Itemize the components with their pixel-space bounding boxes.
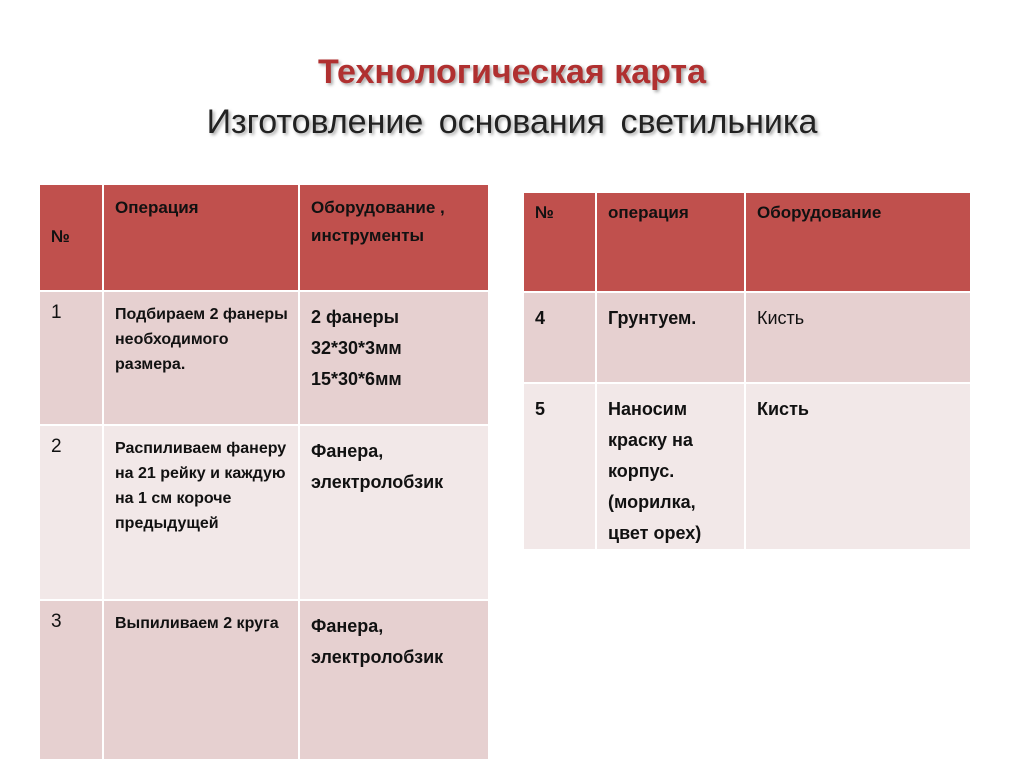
header-cell-operation: Операция xyxy=(103,184,299,291)
title-block xyxy=(0,50,1024,144)
row-equipment: Кисть xyxy=(745,383,971,550)
table-row xyxy=(39,291,489,425)
header-cell-number: № xyxy=(39,184,103,291)
row-number: 3 xyxy=(39,600,103,760)
header-cell-operation: операция xyxy=(596,192,745,292)
row-number: 4 xyxy=(523,292,596,383)
table-header-row xyxy=(39,184,489,291)
table-row xyxy=(39,600,489,760)
row-equipment: Фанера, электролобзик xyxy=(299,425,489,600)
row-equipment: Кисть xyxy=(745,292,971,383)
row-number: 5 xyxy=(523,383,596,550)
header-cell-equipment: Оборудование xyxy=(745,192,971,292)
row-operation: Наносим краску на корпус. (морилка, цвет орех) xyxy=(596,383,745,550)
row-number: 1 xyxy=(39,291,103,425)
row-operation: Подбираем 2 фанеры необходимого размера. xyxy=(103,291,299,425)
row-equipment: 2 фанеры 32*30*3мм 15*30*6мм xyxy=(299,291,489,425)
table-header-row xyxy=(523,192,971,292)
slide-title: Технологическая карта xyxy=(317,53,706,91)
row-equipment: Фанера, электролобзик xyxy=(299,600,489,760)
table-row xyxy=(39,425,489,600)
row-operation: Грунтуем. xyxy=(596,292,745,383)
header-cell-number: № xyxy=(523,192,596,292)
table-row xyxy=(523,383,971,550)
slide-subtitle: Изготовление основания светильника xyxy=(206,103,818,141)
row-operation: Распиливаем фанеру на 21 рейку и каждую на 1 см короче предыдущей xyxy=(103,425,299,600)
header-cell-equipment: Оборудование , инструменты xyxy=(299,184,489,291)
tech-card-table-right xyxy=(522,191,972,551)
table-row xyxy=(523,292,971,383)
row-number: 2 xyxy=(39,425,103,600)
tech-card-table-left xyxy=(38,183,490,761)
row-operation: Выпиливаем 2 круга xyxy=(103,600,299,760)
